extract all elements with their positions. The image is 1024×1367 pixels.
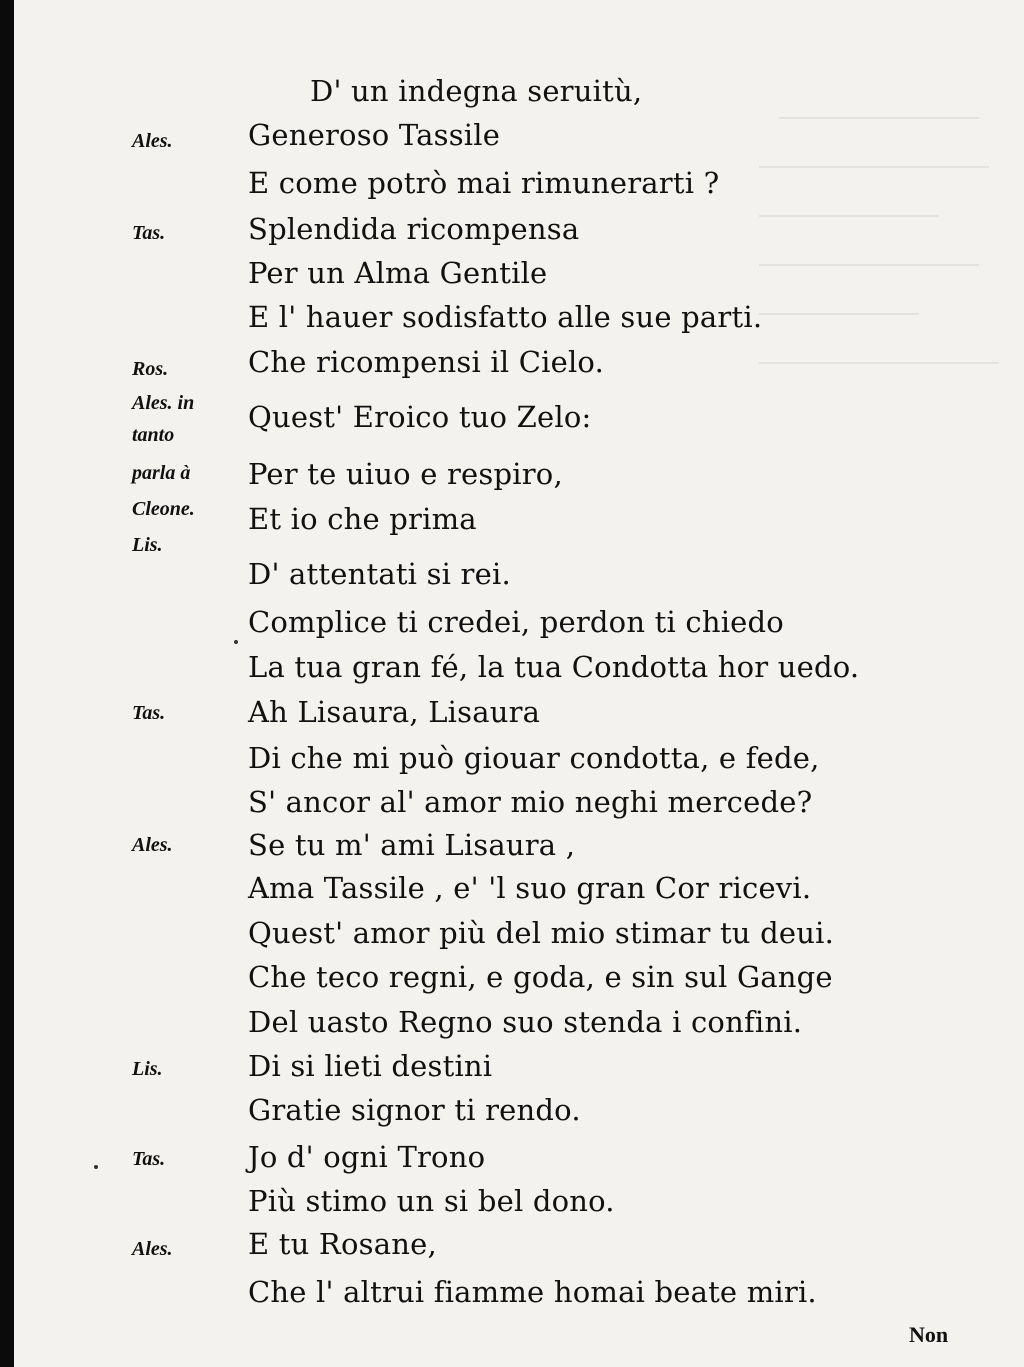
print-speck — [234, 640, 238, 644]
verse-line: Jo d' ogni Trono — [248, 1140, 486, 1174]
verse-line: Per un Alma Gentile — [248, 256, 548, 290]
catchword: Non — [909, 1322, 949, 1347]
verse-line: Quest' amor più del mio stimar tu deui. — [248, 916, 835, 950]
verse-line: Per te uiuo e respiro, — [248, 457, 563, 491]
verse-line: Di si lieti destini — [248, 1049, 493, 1083]
verse-line: E tu Rosane, — [248, 1227, 437, 1261]
speaker-name: Tas. — [132, 702, 166, 724]
speaker-name: Lis. — [132, 1058, 163, 1080]
speaker-name: Tas. — [132, 222, 166, 244]
verse-line: D' attentati si rei. — [248, 557, 511, 591]
speaker-name: tanto — [132, 424, 175, 446]
verse-line: Se tu m' ami Lisaura , — [248, 828, 576, 862]
verse-line: Generoso Tassile — [248, 118, 501, 152]
speaker-name: Ales. — [132, 834, 173, 856]
speaker-name: Ales. — [132, 1238, 173, 1260]
verse-line: Ama Tassile , e' 'l suo gran Cor ricevi. — [248, 871, 812, 905]
verse-line: Più stimo un si bel dono. — [248, 1184, 615, 1218]
verse-line: Del uasto Regno suo stenda i confini. — [248, 1005, 803, 1039]
book-page — [14, 0, 1024, 1367]
verse-line: Gratie signor ti rendo. — [248, 1093, 581, 1127]
verse-line: Complice ti credei, perdon ti chiedo — [248, 605, 784, 639]
verse-line: Di che mi può giouar condotta, e fede, — [248, 741, 820, 775]
verse-line: Che ricompensi il Cielo. — [248, 345, 605, 379]
verse-line: La tua gran fé, la tua Condotta hor uedo. — [248, 650, 860, 684]
speaker-name: Cleone. — [132, 498, 195, 520]
print-speck — [94, 1165, 98, 1169]
verse-line: Splendida ricompensa — [248, 212, 580, 246]
verse-line: D' un indegna seruitù, — [310, 74, 643, 108]
speaker-name: Ales. — [132, 130, 173, 152]
verse-line: Quest' Eroico tuo Zelo: — [248, 400, 592, 434]
verse-line: Et io che prima — [248, 502, 477, 536]
verse-line: E l' hauer sodisfatto alle sue parti. — [248, 300, 763, 334]
speaker-name: Ros. — [132, 358, 169, 380]
verse-line: S' ancor al' amor mio neghi mercede? — [248, 785, 813, 819]
speaker-name: Tas. — [132, 1148, 166, 1170]
bleed-through-shadow — [759, 70, 1009, 1320]
verse-line: Ah Lisaura, Lisaura — [248, 695, 541, 729]
speaker-name: Ales. in — [132, 392, 195, 414]
speaker-name: parla à — [132, 462, 191, 484]
speaker-name: Lis. — [132, 534, 163, 556]
verse-line: Che l' altrui fiamme homai beate miri. — [248, 1275, 817, 1309]
verse-line: Che teco regni, e goda, e sin sul Gange — [248, 960, 833, 994]
verse-line: E come potrò mai rimunerarti ? — [248, 166, 720, 200]
